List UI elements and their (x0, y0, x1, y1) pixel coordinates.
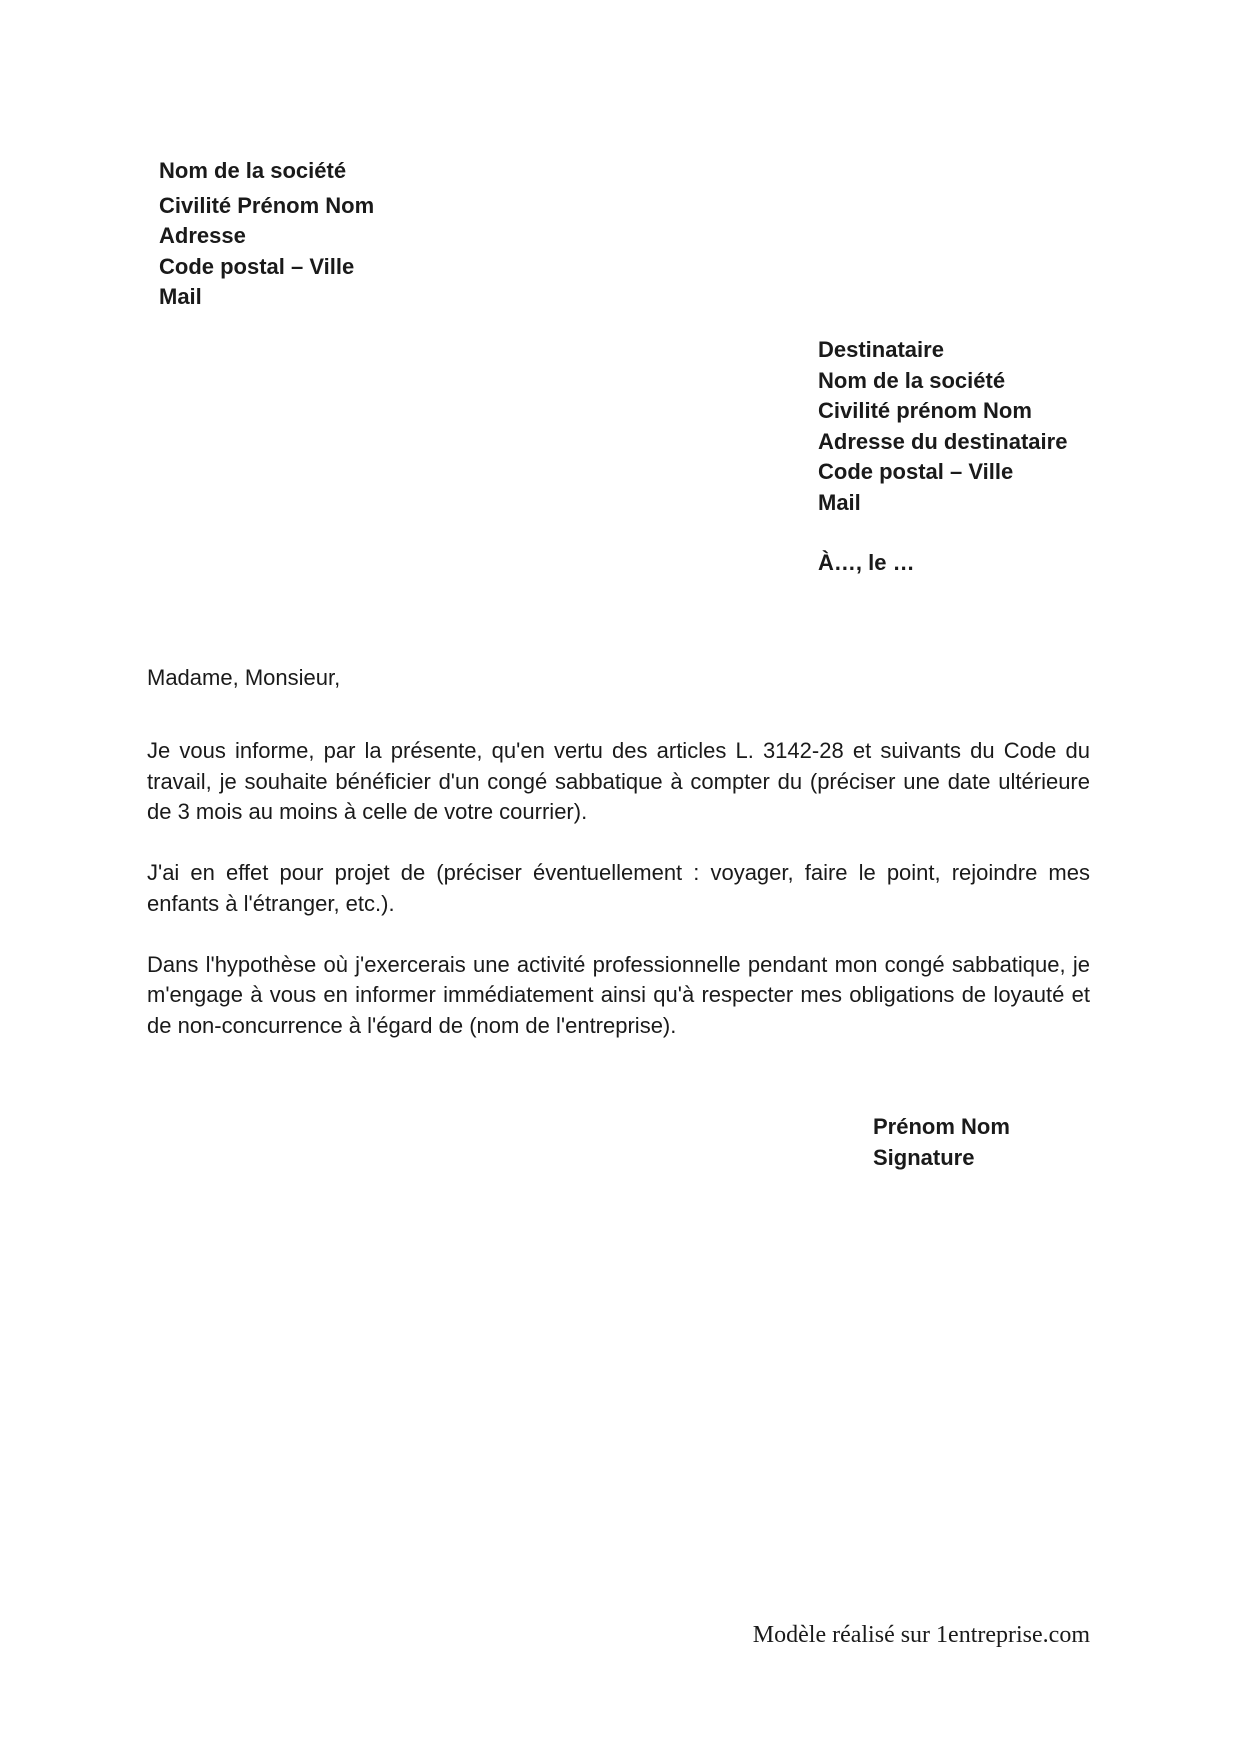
signature-name: Prénom Nom (873, 1114, 1010, 1139)
recipient-name: Civilité prénom Nom (818, 398, 1032, 423)
footer-credit: Modèle réalisé sur 1entreprise.com (752, 1622, 1090, 1648)
sender-city: Code postal – Ville (159, 253, 355, 279)
body-paragraph-2: J'ai en effet pour projet de (préciser éventuellement : voyager, faire le point, rejoindre mes enfants à l'étranger, etc.). (147, 860, 1090, 916)
letter-body (147, 736, 1090, 1072)
salutation: Madame, Monsieur, (147, 665, 341, 690)
sender-address: Adresse (159, 223, 246, 248)
signature-label: Signature (873, 1144, 975, 1170)
body-paragraph-1: Je vous informe, par la présente, qu'en vertu des articles L. 3142-28 et suivants du Code du travail, je souhaite bénéficier d'un congé sabbatique à compter du (préciser une date ultérieure de 3 mois au moins à celle de votre courrier). (147, 738, 1090, 824)
body-paragraph-3: Dans l'hypothèse où j'exercerais une activité professionnelle pendant mon congé sabbatique, je m'engage à vous en informer immédiatement ainsi qu'à respecter mes obligations de loyauté et de non-concurrence à l'égard de (nom de l'entreprise). (147, 951, 1090, 1038)
sender-name: Civilité Prénom Nom (159, 192, 375, 218)
recipient-address: Adresse du destinataire (818, 428, 1068, 454)
signature-block (873, 1112, 1010, 1173)
sender-block (159, 156, 374, 313)
recipient-city: Code postal – Ville (818, 459, 1014, 484)
place-date: À…, le … (818, 550, 915, 575)
recipient-company: Nom de la société (818, 367, 1006, 393)
sender-company: Nom de la société (159, 158, 347, 183)
recipient-mail: Mail (818, 489, 861, 515)
sender-mail: Mail (159, 284, 202, 309)
recipient-label: Destinataire (818, 337, 944, 362)
recipient-block (818, 335, 1067, 579)
